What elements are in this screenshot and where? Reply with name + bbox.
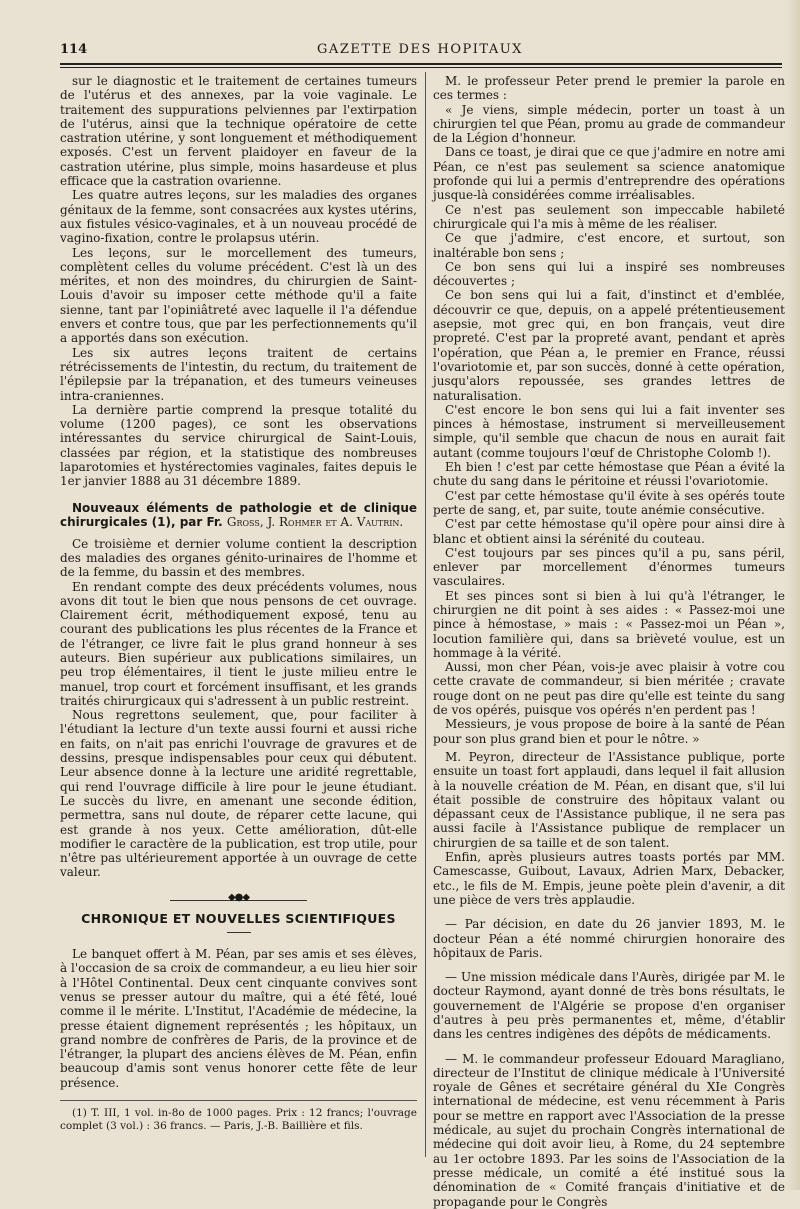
header-rule-thin [60,67,782,68]
right-paragraph: C'est par cette hémostase qu'il évite à ses opérés toute perte de sang, et, par suite, toute anémie consécutive. [433,488,785,517]
news-item: — Par décision, en date du 26 janvier 1893, M. le docteur Péan a été nommé chirurgien honoraire des hôpitaux de Paris. [433,917,785,960]
footnote: (1) T. III, 1 vol. in-8o de 1000 pages. Prix : 12 francs; l'ouvrage complet (3 vol.) : 36 francs. — Paris, J.-B. Baillière et fils. [60,1107,417,1132]
page-number: 114 [60,42,88,57]
right-paragraph: C'est encore le bon sens qui lui a fait inventer ses pinces à hémostase, instrument si merveilleusement simple, qu'il semble que chacun de nous en aurait fait autant (comme toujours l'œuf de Christophe Colomb !). [433,402,785,460]
header-rule-thick [60,63,782,65]
left-paragraph: Les six autres leçons traitent de certains rétrécissements de l'intestin, du rectum, du traitement de l'épilepsie par la trépanation, et des tumeurs veineuses intra-craniennes. [60,345,417,403]
left-paragraph: En rendant compte des deux précédents volumes, nous avons dit tout le bien que nous pensons de cet ouvrage. Clairement écrit, méthodiquement exposé, tenu au courant des publications les plus récentes de la France et de l'étranger, ce livre fait le plus grand honneur à ses auteurs. Bien supérieur aux publications similaires, un peu trop élémentaires, il tient le juste milieu entre le manuel, trop court et forcément insuffisant, et les grands traités chirurgicaux qui s'adressent à un public restreint. [60,579,417,708]
right-paragraph: C'est toujours par ses pinces qu'il a pu, sans péril, enlever par morcellement d'énormes tumeurs vasculaires. [433,545,785,589]
book-review-heading [60,501,417,529]
page-header [60,42,780,60]
left-paragraph: Les leçons, sur le morcellement des tumeurs, complètent celles du volume précédent. C'est là un des mérites, et non des moindres, du chirurgien de Saint-Louis d'avoir su imposer cette méthode qu'il a faite sienne, tant par l'opiniâtreté avec laquelle il l'a défendue envers et contre tous, que par les perfectionnements qu'il a apportés dans son exécution. [60,245,417,346]
column-divider [425,72,426,1157]
news-item: — M. le commandeur professeur Edouard Maragliano, directeur de l'Institut de clinique médicale à l'Université royale de Gênes et secrétaire général du XIe Congrès international de médecine, est venu récemment à Paris pour se mettre en rapport avec l'Association de la presse médicale, au sujet du prochain Congrès international de médecine qui doit avoir lieu, à Rome, du 24 septembre au 1er octobre 1893. Par les soins de l'Association de la presse médicale, un comité a été institué sous la dénomination de « Comité français d'initiative et de propagande pour le Congrès [433,1051,785,1209]
right-paragraph: Ce bon sens qui lui a inspiré ses nombreuses découvertes ; [433,259,785,289]
right-paragraph: Dans ce toast, je dirai que ce que j'admire en notre ami Péan, ce n'est pas seulement sa science anatomique profonde qui lui a permis d'entreprendre des opérations jusque-là considérées comme irréalisables. [433,145,785,203]
chronique-heading: CHRONIQUE ET NOUVELLES SCIENTIFIQUES [81,910,396,926]
chronique-rule [227,932,251,933]
right-paragraph: Messieurs, je vous propose de boire à la santé de Péan pour son plus grand bien et pour le nôtre. » [433,717,785,746]
right-paragraph: Et ses pinces sont si bien à lui qu'à l'étranger, le chirurgien ne dit point à ses aides : « Passez-moi une pince à hémostase, » mais : « Passez-moi un Péan », locution familière qui, dans sa brièveté voulue, est un hommage à la vérité. [433,588,785,660]
journal-title: GAZETTE DES HOPITAUX [317,42,523,57]
book-review-title: Nouveaux éléments de pathologie et de clinique chirurgicales (1), par Fr. [60,500,417,529]
left-paragraph: La dernière partie comprend la presque totalité du volume (1200 pages), ce sont les observations intéressantes du service chirurgical de Saint-Louis, classées par région, et la statistique des nombreuses laparotomies et hystérectomies vaginales, faites depuis le 1er janvier 1888 au 31 décembre 1889. [60,402,417,489]
left-column [60,74,417,1133]
right-paragraph: Eh bien ! c'est par cette hémostase que Péan a évité la chute du sang dans le péritoine et réussi l'ovariotomie. [433,460,785,489]
left-paragraph: Nous regrettons seulement, que, pour faciliter à l'étudiant la lecture d'un texte aussi fourni et aussi riche en faits, on n'ait pas enrichi l'ouvrage de gravures et de dessins, presque indispensables pour ceux qui débutent. Leur absence donne à la lecture une aridité regrettable, qui rend l'ouvrage difficile à lire pour le jeune étudiant. Le succès du livre, en amenant une seconde édition, permettra, sans nul doute, de réparer cette lacune, qui est grande à nos yeux. Cette amélioration, dût-elle modifier le caractère de la publication, est trop utile, pour n'être pas ultérieurement apportée à un ouvrage de cette valeur. [60,708,417,880]
right-paragraph: Ce bon sens qui lui a fait, d'instinct et d'emblée, découvrir ce que, depuis, on a appelé prétentieusement asepsie, mot grec qui, en bon français, veut dire propreté. C'est par la propreté avant, pendant et après l'opération, que Péan a, le premier en France, réussi l'ovariotomie et, par son succès, donné à cette opération, jusqu'alors repoussée, ses grandes lettres de naturalisation. [433,288,785,403]
right-paragraph: C'est par cette hémostase qu'il opère pour ainsi dire à blanc et obtient ainsi la sérénité du couteau. [433,517,785,546]
right-paragraph: Ce n'est pas seulement son impeccable habileté chirurgicale qui l'a mis à même de les réaliser. [433,202,785,231]
page-edge-shadow [786,0,800,1190]
section-ornament [60,891,417,904]
right-paragraph: M. le professeur Peter prend le premier la parole en ces termes : [433,74,785,103]
right-paragraph: Ce que j'admire, c'est encore, et surtout, son inaltérable bon sens ; [433,231,785,260]
left-paragraph: Le banquet offert à M. Péan, par ses amis et ses élèves, à l'occasion de sa croix de commandeur, a eu lieu hier soir à l'Hôtel Continental. Deux cent cinquante convives sont venus se presser autour du maître, qui a été fêté, loué comme il le mérite. L'Institut, l'Académie de médecine, la presse étaient dignement représentés ; les hôpitaux, un grand nombre de confrères de Paris, de la province et de l'étranger, la plupart des anciens élèves de M. Péan, enfin beaucoup d'amis sont venus honorer cette fête de leur présence. [60,947,417,1090]
right-column [433,74,785,1209]
right-paragraph: Enfin, après plusieurs autres toasts portés par MM. Camescasse, Guibout, Lavaux, Adrien Marx, Debacker, etc., le fils de M. Empis, jeune poète plein d'avenir, a dit une pièce de vers très applaudie. [433,850,785,907]
left-paragraph: Les quatre autres leçons, sur les maladies des organes génitaux de la femme, sont consacrées aux kystes utérins, aux fistules vésico-vaginales, et à un nouveau procédé de vagino-fixation, contre le prolapsus utérin. [60,188,417,246]
right-paragraph: M. Peyron, directeur de l'Assistance publique, porte ensuite un toast fort applaudi, dans lequel il fait allusion à la nouvelle création de M. Péan, en disant que, s'il lui était possible de construire des hôpitaux valant ou dépassant ceux de l'Assistance publique, il ne sera pas aussi facile à l'Assistance publique de remplacer un chirurgien de sa taille et de son talent. [433,749,785,850]
right-paragraph: Aussi, mon cher Péan, vois-je avec plaisir à votre cou cette cravate de commandeur, si bien méritée ; cravate rouge dont on ne peut pas dire qu'elle est teinte du sang de vos opérés, puisque vos opérés n'en perdent pas ! [433,660,785,718]
news-item: — Une mission médicale dans l'Aurès, dirigée par M. le docteur Raymond, ayant donné de très bons résultats, le gouvernement de l'Algérie se propose d'en organiser d'autres à peu près permanentes et, même, d'établir dans les centres indigènes des dépôts de médicaments. [433,970,785,1042]
left-paragraph: Ce troisième et dernier volume contient la description des maladies des organes génito-urinaires de l'homme et de la femme, du bassin et des membres. [60,536,417,580]
book-review-authors: Gross, J. Rohmer et A. Vautrin. [226,514,404,529]
left-paragraph: sur le diagnostic et le traitement de certaines tumeurs de l'utérus et des annexes, par la voie vaginale. Le traitement des suppurations pelviennes par l'extirpation de l'utérus, ainsi que la technique opératoire de cette castration utérine, y sont longuement et méthodiquement exposés. C'est un fervent plaidoyer en faveur de la castration utérine, plus simple, moins hasardeuse et plus efficace que la castration ovarienne. [60,74,417,189]
ornament-dots-icon: ◆●◆ [227,891,250,903]
right-paragraph: « Je viens, simple médecin, porter un toast à un chirurgien tel que Péan, promu au grade de commandeur de la Légion d'honneur. [433,102,785,146]
footnote-rule [60,1100,417,1101]
